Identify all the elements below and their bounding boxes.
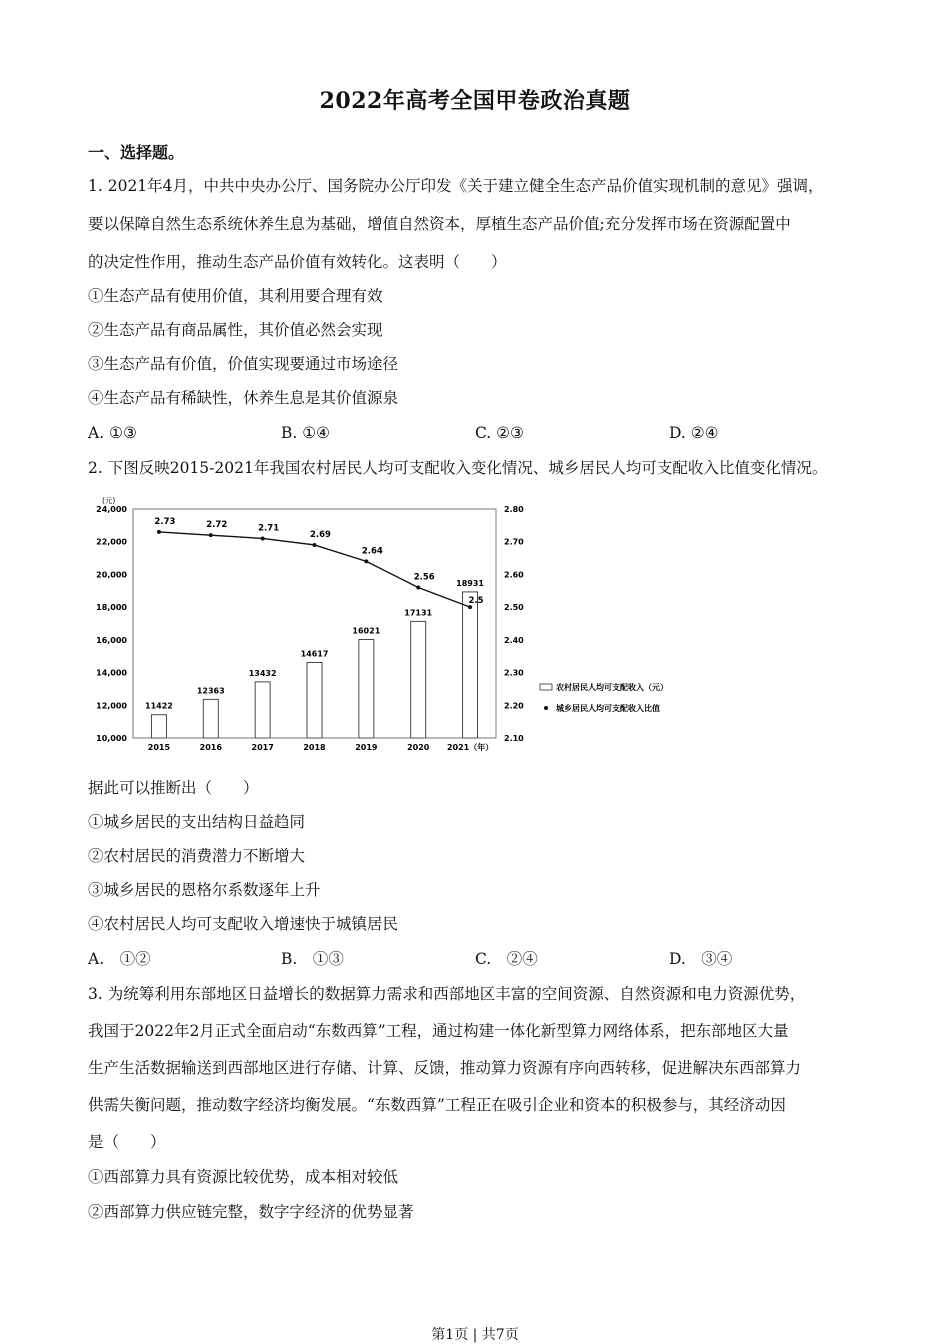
y-tick-label: 20,000 [96,570,127,580]
bar-series [145,579,484,738]
bar-value-label: 11422 [145,701,173,711]
y-axis-right-ticks [504,505,524,743]
q3-stem-line-4: 供需失衡问题，推动数字经济均衡发展。“东数西算”工程正在吸引企业和资本的积极参与，其经济动因 [88,1096,786,1114]
q1-stem-line-1: 1. 2021年4月，中共中央办公厅、国务院办公厅印发《关于建立健全生态产品价值实现机制的意见》强调， [88,177,824,195]
page-title: 2022年高考全国甲卷政治真题 [319,88,631,114]
bar-value-label: 12363 [196,686,225,696]
q2-option-a: A. ①② [88,950,151,968]
x-tick-label: 2015 [147,743,171,752]
income-bar [203,699,218,738]
q1-option-a: A. ①③ [88,424,137,442]
income-bar [151,715,166,738]
ratio-value-label: 2.73 [154,516,176,527]
x-tick-label: 2016 [199,743,222,752]
q2-option-b: B. ①③ [281,950,344,968]
q2-item-1: ①城乡居民的支出结构日益趋同 [88,813,306,831]
y-tick-label: 18,000 [96,603,127,613]
y2-tick-label: 2.60 [504,570,524,580]
q1-option-d: D. ②④ [669,424,719,442]
y2-tick-label: 2.70 [504,537,524,547]
q2-option-c: C. ②④ [475,950,538,968]
q1-item-4: ④生态产品有稀缺性，休养生息是其价值源泉 [88,389,399,407]
q1-option-c: C. ②③ [475,424,524,442]
q2-item-4: ④农村居民人均可支配收入增速快于城镇居民 [88,915,399,933]
q1-item-1: ①生态产品有使用价值，其利用要合理有效 [88,287,383,305]
q2-option-d: D. ③④ [669,950,733,968]
income-bar [411,621,426,738]
ratio-point [313,543,317,547]
y-tick-label: 12,000 [96,701,127,711]
y2-tick-label: 2.50 [504,603,524,613]
ratio-point [416,586,420,590]
y-tick-label: 16,000 [96,635,127,645]
ratio-value-label: 2.72 [206,520,228,531]
q1-item-2: ②生态产品有商品属性，其价值必然会实现 [88,321,383,339]
x-tick-label: 2020 [407,743,430,752]
chart-legend [540,682,668,713]
legend-bar-label: 农村居民人均可支配收入（元） [556,683,668,692]
q3-item-1: ①西部算力具有资源比较优势，成本相对较低 [88,1168,399,1186]
ratio-value-label: 2.56 [413,572,435,583]
q3-stem-line-3: 生产生活数据输送到西部地区进行存储、计算、反馈，推动算力资源有序向西转移，促进解决东西部算力 [88,1059,802,1077]
q3-stem-line-5: 是（ ） [88,1133,166,1151]
ratio-point [364,559,368,563]
bar-value-label: 13432 [248,668,277,678]
x-tick-label: 2018 [303,743,326,752]
ratio-value-label: 2.64 [361,546,383,557]
q2-item-2: ②农村居民的消费潜力不断增大 [88,847,306,865]
ratio-point [261,536,265,540]
q3-stem-line-1: 3. 为统筹利用东部地区日益增长的数据算力需求和西部地区丰富的空间资源、自然资源和电力资源优势， [88,985,806,1003]
ratio-point [209,533,213,537]
q2-prompt: 据此可以推断出（ ） [88,779,259,797]
y2-tick-label: 2.20 [504,701,524,711]
x-tick-label: 2017 [251,743,274,752]
y-tick-label: 14,000 [96,668,127,678]
ratio-value-label: 2.69 [310,529,331,540]
y2-tick-label: 2.80 [504,505,524,514]
y2-tick-label: 2.40 [504,635,524,645]
q1-item-3: ③生态产品有价值，价值实现要通过市场途径 [88,355,399,373]
q3-stem-line-2: 我国于2022年2月正式全面启动“东数西算”工程，通过构建一体化新型算力网络体系，把东部地区大量 [88,1022,789,1040]
y-tick-label: 24,000 [96,505,127,514]
q1-stem-line-2: 要以保障自然生态系统休养生息为基础，增值自然资本，厚植生态产品价值;充分发挥市场在资源配置中 [88,215,791,233]
ratio-line-series [154,517,483,609]
y-tick-label: 22,000 [96,537,127,547]
bar-value-label: 14617 [300,649,329,659]
legend-line-marker [544,706,548,710]
y-axis-left-ticks [96,505,127,743]
ratio-value-label: 2.71 [258,523,280,534]
legend-bar-swatch [540,684,552,690]
q2-stem: 2. 下图反映2015-2021年我国农村居民人均可支配收入变化情况、城乡居民人均可支配收入比值变化情况。 [88,459,828,477]
ratio-point [157,530,161,534]
y-axis-unit-label: (元) [102,496,116,505]
q3-item-2: ②西部算力供应链完整，数字字经济的优势显著 [88,1203,414,1221]
q2-item-3: ③城乡居民的恩格尔系数逐年上升 [88,881,321,899]
x-tick-label: 2019 [355,743,378,752]
y-tick-label: 10,000 [96,734,127,743]
y2-tick-label: 2.30 [504,668,524,678]
bar-value-label: 16021 [352,626,381,636]
bar-value-label: 17131 [404,608,433,618]
x-axis-labels [148,742,493,752]
section-heading: 一、选择题。 [88,143,185,162]
q1-stem-line-3: 的决定性作用，推动生态产品价值有效转化。这表明（ ） [88,253,507,271]
page-footer: 第1页 | 共7页 [431,1327,519,1343]
x-tick-label: 2021（年） [446,743,494,752]
income-bar [255,682,270,738]
bar-value-label: 18931 [456,578,484,588]
income-bar [359,640,374,738]
ratio-value-label: 2.5 [468,596,484,607]
income-bar [463,592,478,738]
income-bar [307,662,322,738]
q1-option-b: B. ①④ [281,424,331,442]
y2-tick-label: 2.10 [504,734,524,743]
legend-line-label: 城乡居民人均可支配收入比值 [556,704,660,713]
income-chart [88,494,708,756]
